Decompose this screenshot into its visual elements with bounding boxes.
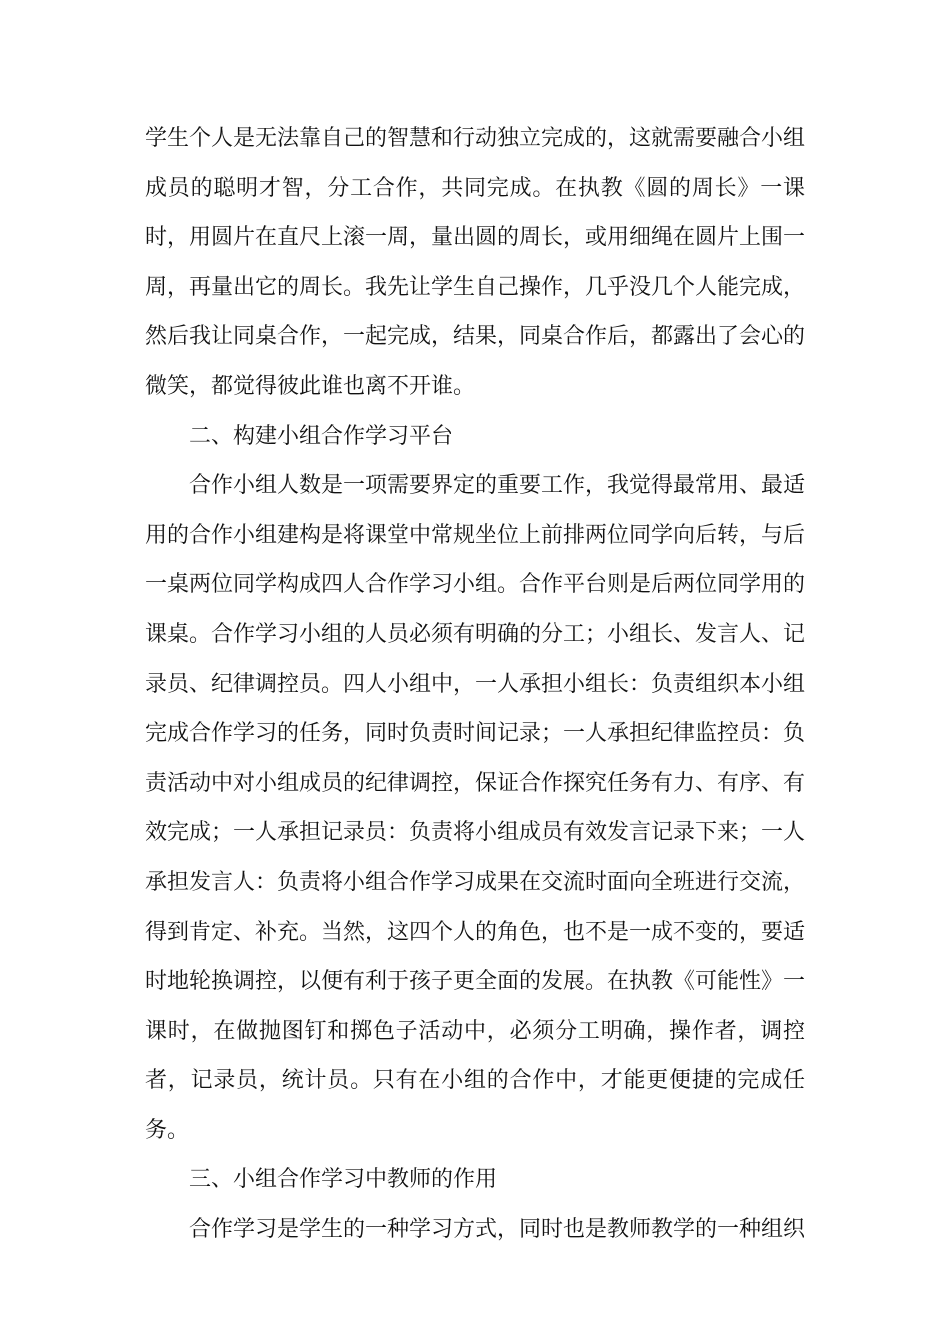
section-heading-3: 三、小组合作学习中教师的作用 bbox=[189, 1167, 498, 1193]
paragraph-group-structure: 合作小组人数是一项需要界定的重要工作，我觉得最常用、最适用的合作小组建构是将课堂中常规坐位上前排两位同学向后转，与后一桌两位同学构成四人合作学习小组。合作平台则是后两位同学用的课桌。合作学习小组的人员必须有明确的分工；小组长、发言人、记录员、纪律调控员。四人小组中，一人承担小组长：负责组织本小组完成合作学习的任务，同时负责时间记录；一人承担纪律监控员：负责活动中对小组成员的纪律调控，保证合作探究任务有力、有序、有效完成；一人承担记录员：负责将小组成员有效发言记录下来；一人承担发言人：负责将小组合作学习成果在交流时面向全班进行交流，得到肯定、补充。当然，这四个人的角色，也不是一成不变的，要适时地轮换调控，以便有利于孩子更全面的发展。在执教《可能性》一课时，在做抛图钉和掷色子活动中，必须分工明确，操作者，调控者，记录员，统计员。只有在小组的合作中，才能更便捷的完成任务。 bbox=[145, 473, 806, 1143]
document-body bbox=[145, 114, 805, 1255]
paragraph-continued: 学生个人是无法靠自己的智慧和行动独立完成的，这就需要融合小组成员的聪明才智，分工合作，共同完成。在执教《圆的周长》一课时，用圆片在直尺上滚一周，量出圆的周长，或用细绳在圆片上围一周，再量出它的周长。我先让学生自己操作，几乎没几个人能完成，然后我让同桌合作，一起完成，结果，同桌合作后，都露出了会心的微笑，都觉得彼此谁也离不开谁。 bbox=[145, 126, 806, 399]
paragraph-teacher-role: 合作学习是学生的一种学习方式，同时也是教师教学的一种组织 bbox=[189, 1217, 806, 1243]
section-heading-2: 二、构建小组合作学习平台 bbox=[189, 423, 454, 449]
